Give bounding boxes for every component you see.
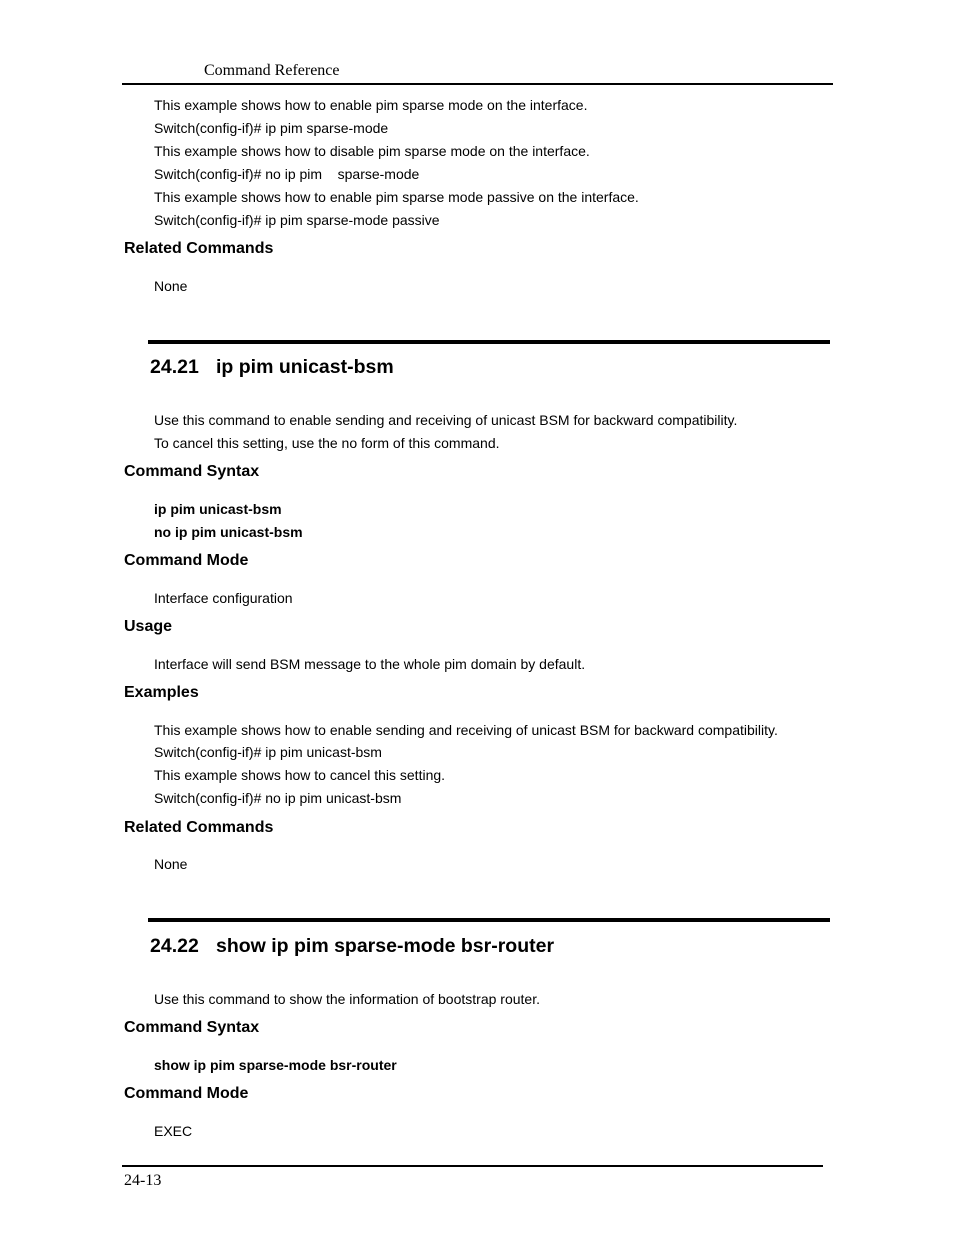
example-command: Switch(config-if)# ip pim sparse-mode xyxy=(154,120,389,136)
syntax-line: show ip pim sparse-mode bsr-router xyxy=(154,1057,397,1073)
command-mode-heading: Command Mode xyxy=(124,1085,249,1102)
description-text: Use this command to enable sending and receiving of unicast BSM for backward compatibility. xyxy=(154,412,738,428)
example-command: Switch(config-if)# no ip pim sparse-mode xyxy=(154,166,420,182)
page-number: 24-13 xyxy=(124,1172,162,1189)
examples-heading: Examples xyxy=(124,684,199,701)
example-command: Switch(config-if)# ip pim sparse-mode passive xyxy=(154,212,440,228)
command-mode-value: EXEC xyxy=(154,1123,193,1139)
related-commands-value: None xyxy=(154,278,188,294)
example-text: This example shows how to enable sending and receiving of unicast BSM for backward compatibility. xyxy=(154,722,778,738)
section-title: show ip pim sparse-mode bsr-router xyxy=(216,935,555,957)
example-text: This example shows how to cancel this setting. xyxy=(154,767,446,783)
syntax-line: no ip pim unicast-bsm xyxy=(154,524,303,540)
related-commands-value: None xyxy=(154,856,188,872)
command-syntax-heading: Command Syntax xyxy=(124,1019,260,1036)
example-text: This example shows how to enable pim sparse mode on the interface. xyxy=(154,97,588,113)
footer-rule xyxy=(122,1165,823,1167)
example-text: This example shows how to disable pim sparse mode on the interface. xyxy=(154,143,590,159)
section-rule xyxy=(148,340,830,344)
example-text: This example shows how to enable pim sparse mode passive on the interface. xyxy=(154,189,639,205)
usage-text: Interface will send BSM message to the whole pim domain by default. xyxy=(154,656,586,672)
running-header: Command Reference xyxy=(204,62,340,79)
related-commands-heading: Related Commands xyxy=(124,819,274,836)
syntax-line: ip pim unicast-bsm xyxy=(154,501,282,517)
description-text: To cancel this setting, use the no form of this command. xyxy=(154,435,500,451)
section-number: 24.22 xyxy=(150,935,199,957)
related-commands-heading: Related Commands xyxy=(124,240,274,257)
section-number: 24.21 xyxy=(150,356,199,378)
section-rule xyxy=(148,918,830,922)
command-syntax-heading: Command Syntax xyxy=(124,463,260,480)
example-command: Switch(config-if)# ip pim unicast-bsm xyxy=(154,744,382,760)
section-title: ip pim unicast-bsm xyxy=(216,356,394,378)
description-text: Use this command to show the information of bootstrap router. xyxy=(154,991,540,1007)
usage-heading: Usage xyxy=(124,618,173,635)
command-mode-value: Interface configuration xyxy=(154,590,293,606)
header-rule xyxy=(122,83,833,85)
example-command: Switch(config-if)# no ip pim unicast-bsm xyxy=(154,790,402,806)
command-mode-heading: Command Mode xyxy=(124,552,249,569)
